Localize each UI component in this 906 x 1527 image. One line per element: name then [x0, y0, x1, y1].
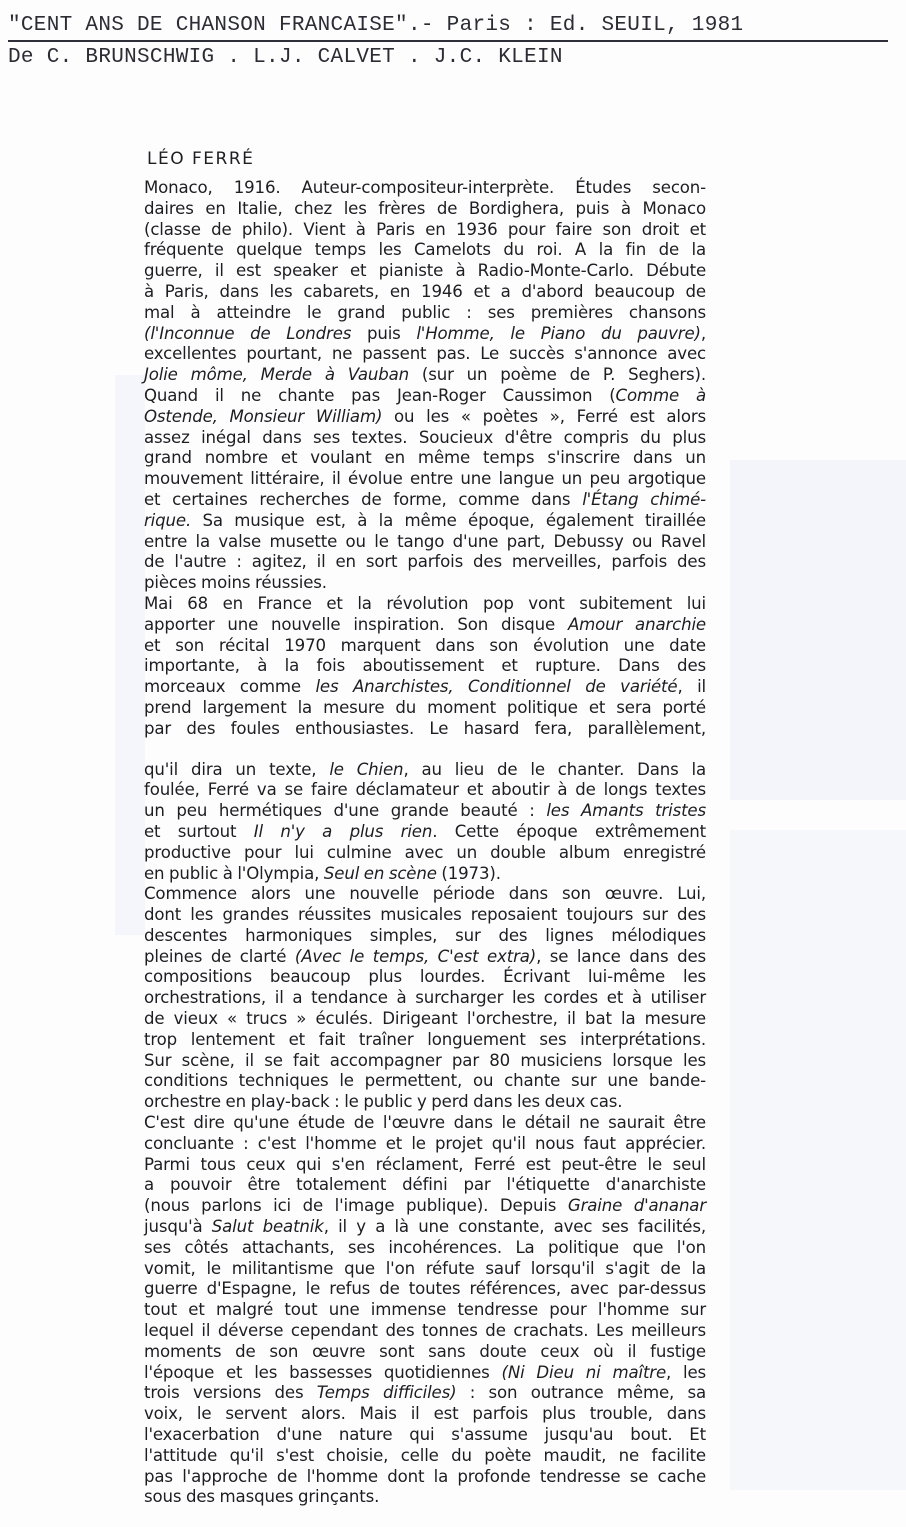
text-line: un peu hermétiques d'une grande beauté : les Amants tristes: [144, 801, 706, 821]
text-line: daires en Italie, chez les frères de Bordighera, puis à Monaco: [144, 198, 706, 218]
text-line: lequel il déverse cependant des tonnes de crachats. Les meilleurs: [144, 1321, 706, 1341]
text-line: par des foules enthousiastes. Le hasard fera, parallèlement,: [144, 718, 706, 738]
block-gap: [144, 740, 706, 760]
text-line: à Paris, dans les cabarets, en 1946 et a d'abord beaucoup de: [144, 281, 706, 301]
paper-showthrough: [730, 830, 906, 1490]
text-line: jusqu'à Salut beatnik, il y a là une constante, avec ses facilités,: [144, 1217, 706, 1237]
text-line: compositions beaucoup plus lourdes. Écrivant lui-même les: [144, 967, 706, 987]
article-title: LÉO FERRÉ: [147, 149, 255, 169]
text-line: l'époque et les bassesses quotidiennes (Ni Dieu ni maître, les: [144, 1362, 707, 1382]
text-line: Commence alors une nouvelle période dans son œuvre. Lui,: [144, 884, 706, 904]
text-line: morceaux comme les Anarchistes, Conditionnel de variété, il: [144, 677, 706, 697]
text-line: moments de son œuvre sont sans doute ceux où il fustige: [144, 1341, 706, 1361]
text-line: Monaco, 1916. Auteur-compositeur-interprète. Études secon-: [144, 178, 706, 197]
text-line: pas l'approche de l'homme dont la profonde tendresse se cache: [144, 1466, 706, 1486]
text-line: conditions techniques le permettent, ou chante sur une bande-: [144, 1071, 706, 1091]
text-line: (classe de philo). Vient à Paris en 1936 pour faire son droit et: [144, 219, 706, 239]
text-line: concluante : c'est l'homme et le projet qu'il nous faut apprécier.: [144, 1133, 706, 1153]
text-line: mal à atteindre le grand public : ses premières chansons: [144, 302, 706, 322]
text-line: (nous parlons ici de l'image publique). Depuis Graine d'ananar: [144, 1196, 706, 1216]
text-line: pièces moins réussies.: [144, 573, 327, 593]
text-line: vomit, le militantisme que l'on réfute sauf lorsqu'il s'agit de la: [144, 1258, 706, 1278]
text-line: entre la valse musette ou le tango d'une part, Debussy ou Ravel: [144, 531, 706, 551]
bibliographic-reference: [8, 14, 888, 70]
text-line: Sur scène, il se fait accompagner par 80 musiciens lorsque les: [144, 1050, 706, 1070]
text-line: mouvement littéraire, il évolue entre une langue un peu argotique: [144, 469, 706, 489]
text-line: prend largement la mesure du moment politique et sera porté: [144, 697, 706, 717]
text-line: productive pour lui culmine avec un double album enregistré: [144, 842, 706, 862]
text-line: Jolie môme, Merde à Vauban (sur un poème de P. Seghers).: [144, 365, 706, 385]
paper-showthrough: [730, 460, 906, 800]
article-paragraphs-block-2: [144, 760, 706, 1509]
text-line: fréquente quelque temps les Camelots du roi. A la fin de la: [144, 240, 706, 260]
text-line: (l'Inconnue de Londres puis l'Homme, le Piano du pauvre),: [144, 323, 706, 343]
paper-showthrough: [115, 375, 145, 935]
article-paragraphs-block-1: [144, 178, 706, 740]
text-line: et surtout Il n'y a plus rien. Cette époque extrêmement: [144, 821, 706, 841]
text-line: l'exacerbation d'une nature qui s'assume jusqu'au bout. Et: [144, 1425, 706, 1445]
text-line: et son récital 1970 marquent dans son évolution une date: [144, 635, 706, 655]
text-line: guerre d'Espagne, le refus de toutes références, avec par-dessus: [144, 1279, 706, 1299]
authors-line: De C. BRUNSCHWIG . L.J. CALVET . J.C. KLEIN: [8, 46, 563, 69]
text-line: l'attitude qu'il s'est choisie, celle du poète maudit, ne facilite: [144, 1445, 706, 1465]
text-line: de l'autre : agitez, il en sort parfois des merveilles, parfois des: [144, 552, 706, 572]
text-line: tout et malgré tout une immense tendresse pour l'homme sur: [144, 1300, 706, 1320]
text-line: grand nombre et voulant en même temps s'inscrire dans un: [144, 448, 706, 468]
text-line: trois versions des Temps difficiles) : son outrance même, sa: [144, 1383, 706, 1403]
article-entry: [144, 148, 706, 1508]
text-line: pleines de clarté (Avec le temps, C'est extra), se lance dans des: [144, 946, 707, 966]
text-line: orchestrations, il a tendance à surcharger les cordes et à utiliser: [144, 988, 706, 1008]
text-line: guerre, il est speaker et pianiste à Radio-Monte-Carlo. Débute: [144, 261, 706, 281]
text-line: orchestre en play-back : le public y perd dans les deux cas.: [144, 1092, 623, 1112]
text-line: en public à l'Olympia, Seul en scène (1973).: [144, 863, 501, 883]
text-line: de vieux « trucs » éculés. Dirigeant l'orchestre, il bat la mesure: [144, 1009, 706, 1029]
text-line: importante, à la fois aboutissement et rupture. Dans des: [144, 656, 706, 676]
text-line: et certaines recherches de forme, comme dans l'Étang chimé-: [144, 489, 707, 509]
text-line: trop lentement et fait traîner longuement ses interprétations.: [144, 1029, 706, 1049]
text-line: dont les grandes réussites musicales reposaient toujours sur des: [144, 905, 706, 925]
text-line: a pouvoir être totalement défini par l'étiquette d'anarchiste: [144, 1175, 706, 1195]
text-line: apporter une nouvelle inspiration. Son disque Amour anarchie: [144, 614, 706, 634]
text-line: Quand il ne chante pas Jean-Roger Caussimon (Comme à: [144, 385, 706, 405]
text-line: foulée, Ferré va se faire déclamateur et aboutir à de longs textes: [144, 780, 706, 800]
text-line: qu'il dira un texte, le Chien, au lieu de le chanter. Dans la: [144, 759, 706, 779]
text-line: excellentes pourtant, ne passent pas. Le succès s'annonce avec: [144, 344, 706, 364]
text-line: sous des masques grinçants.: [144, 1487, 380, 1507]
text-line: voix, le servent alors. Mais il est parfois plus trouble, dans: [144, 1404, 706, 1424]
citation-line: "CENT ANS DE CHANSON FRANCAISE".- Paris : Ed. SEUIL, 1981: [8, 14, 888, 42]
text-line: Mai 68 en France et la révolution pop vont subitement lui: [144, 593, 706, 613]
text-line: rique. Sa musique est, à la même époque, également tiraillée: [144, 510, 706, 530]
text-line: assez inégal dans ses textes. Soucieux d'être compris du plus: [144, 427, 706, 447]
text-line: Parmi tous ceux qui s'en réclament, Ferré est peut-être le seul: [144, 1154, 706, 1174]
text-line: ses côtés attachants, ses incohérences. La politique que l'on: [144, 1237, 706, 1257]
text-line: C'est dire qu'une étude de l'œuvre dans le détail ne saurait être: [144, 1113, 706, 1133]
text-line: descentes harmoniques simples, sur des lignes mélodiques: [144, 925, 706, 945]
text-line: Ostende, Monsieur William) ou les « poètes », Ferré est alors: [144, 406, 706, 426]
